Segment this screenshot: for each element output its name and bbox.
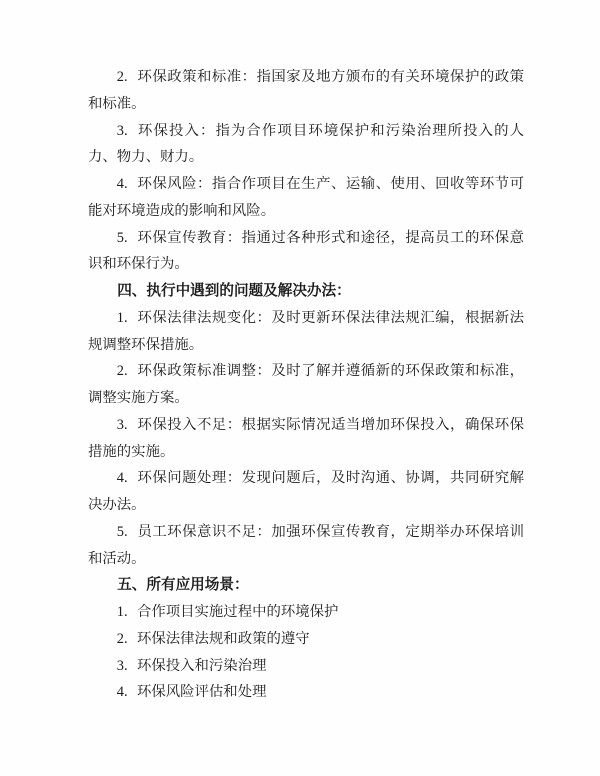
item-number: 4.	[116, 176, 128, 192]
section-heading-5: 五、所有应用场景：	[117, 577, 249, 594]
section4-item-4	[88, 465, 524, 519]
section5-item-2	[88, 626, 524, 653]
item-text: 环保政策和标准：指国家及地方颁布的有关环境保护的政策和标准。	[88, 69, 524, 112]
section4-item-1	[88, 305, 524, 359]
section-heading-4: 四、执行中遇到的问题及解决办法：	[117, 283, 351, 299]
item-text: 环保风险：指合作项目在生产、运输、使用、回收等环节可能对环境造成的影响和风险。	[88, 176, 524, 219]
item-text: 合作项目实施过程中的环境保护	[136, 604, 339, 620]
definition-item-2	[88, 64, 524, 118]
item-number: 3.	[116, 122, 128, 139]
item-text: 环保政策标准调整：及时了解并遵循新的环保政策和标准，调整实施方案。	[88, 363, 524, 406]
item-number: 3.	[116, 657, 128, 674]
item-text: 环保问题处理：发现问题后，及时沟通、协调，共同研究解决办法。	[88, 470, 524, 513]
item-number: 2.	[116, 69, 128, 85]
item-number: 2.	[116, 363, 128, 380]
section4-item-2	[88, 358, 524, 412]
section5-item-1	[88, 599, 524, 626]
section5-item-3	[88, 653, 524, 680]
item-number: 1.	[116, 309, 128, 326]
item-number: 4.	[116, 684, 128, 701]
section4-item-5	[88, 519, 524, 573]
definition-item-5	[88, 225, 524, 279]
item-number: 3.	[116, 416, 128, 433]
item-text: 环保风险评估和处理	[136, 684, 267, 701]
item-text: 环保投入不足：根据实际情况适当增加环保投入，确保环保措施的实施。	[88, 416, 524, 460]
definition-item-4	[88, 171, 524, 225]
section4-item-3	[88, 412, 524, 466]
item-text: 员工环保意识不足：加强环保宣传教育，定期举办环保培训和活动。	[88, 523, 524, 567]
item-number: 5.	[116, 229, 128, 246]
item-number: 1.	[116, 604, 128, 620]
item-text: 环保宣传教育：指通过各种形式和途径，提高员工的环保意识和环保行为。	[88, 229, 524, 273]
item-text: 环保法律法规变化：及时更新环保法律法规汇编，根据新法规调整环保措施。	[88, 309, 524, 353]
item-number: 2.	[116, 630, 128, 647]
item-text: 环保法律法规和政策的遵守	[136, 630, 310, 647]
item-number: 4.	[116, 470, 128, 487]
item-text: 环保投入和污染治理	[136, 657, 267, 674]
definition-item-3	[88, 118, 524, 172]
item-number: 5.	[116, 523, 128, 540]
section5-item-4	[88, 679, 524, 706]
item-text: 环保投入：指为合作项目环境保护和污染治理所投入的人力、物力、财力。	[88, 122, 524, 166]
